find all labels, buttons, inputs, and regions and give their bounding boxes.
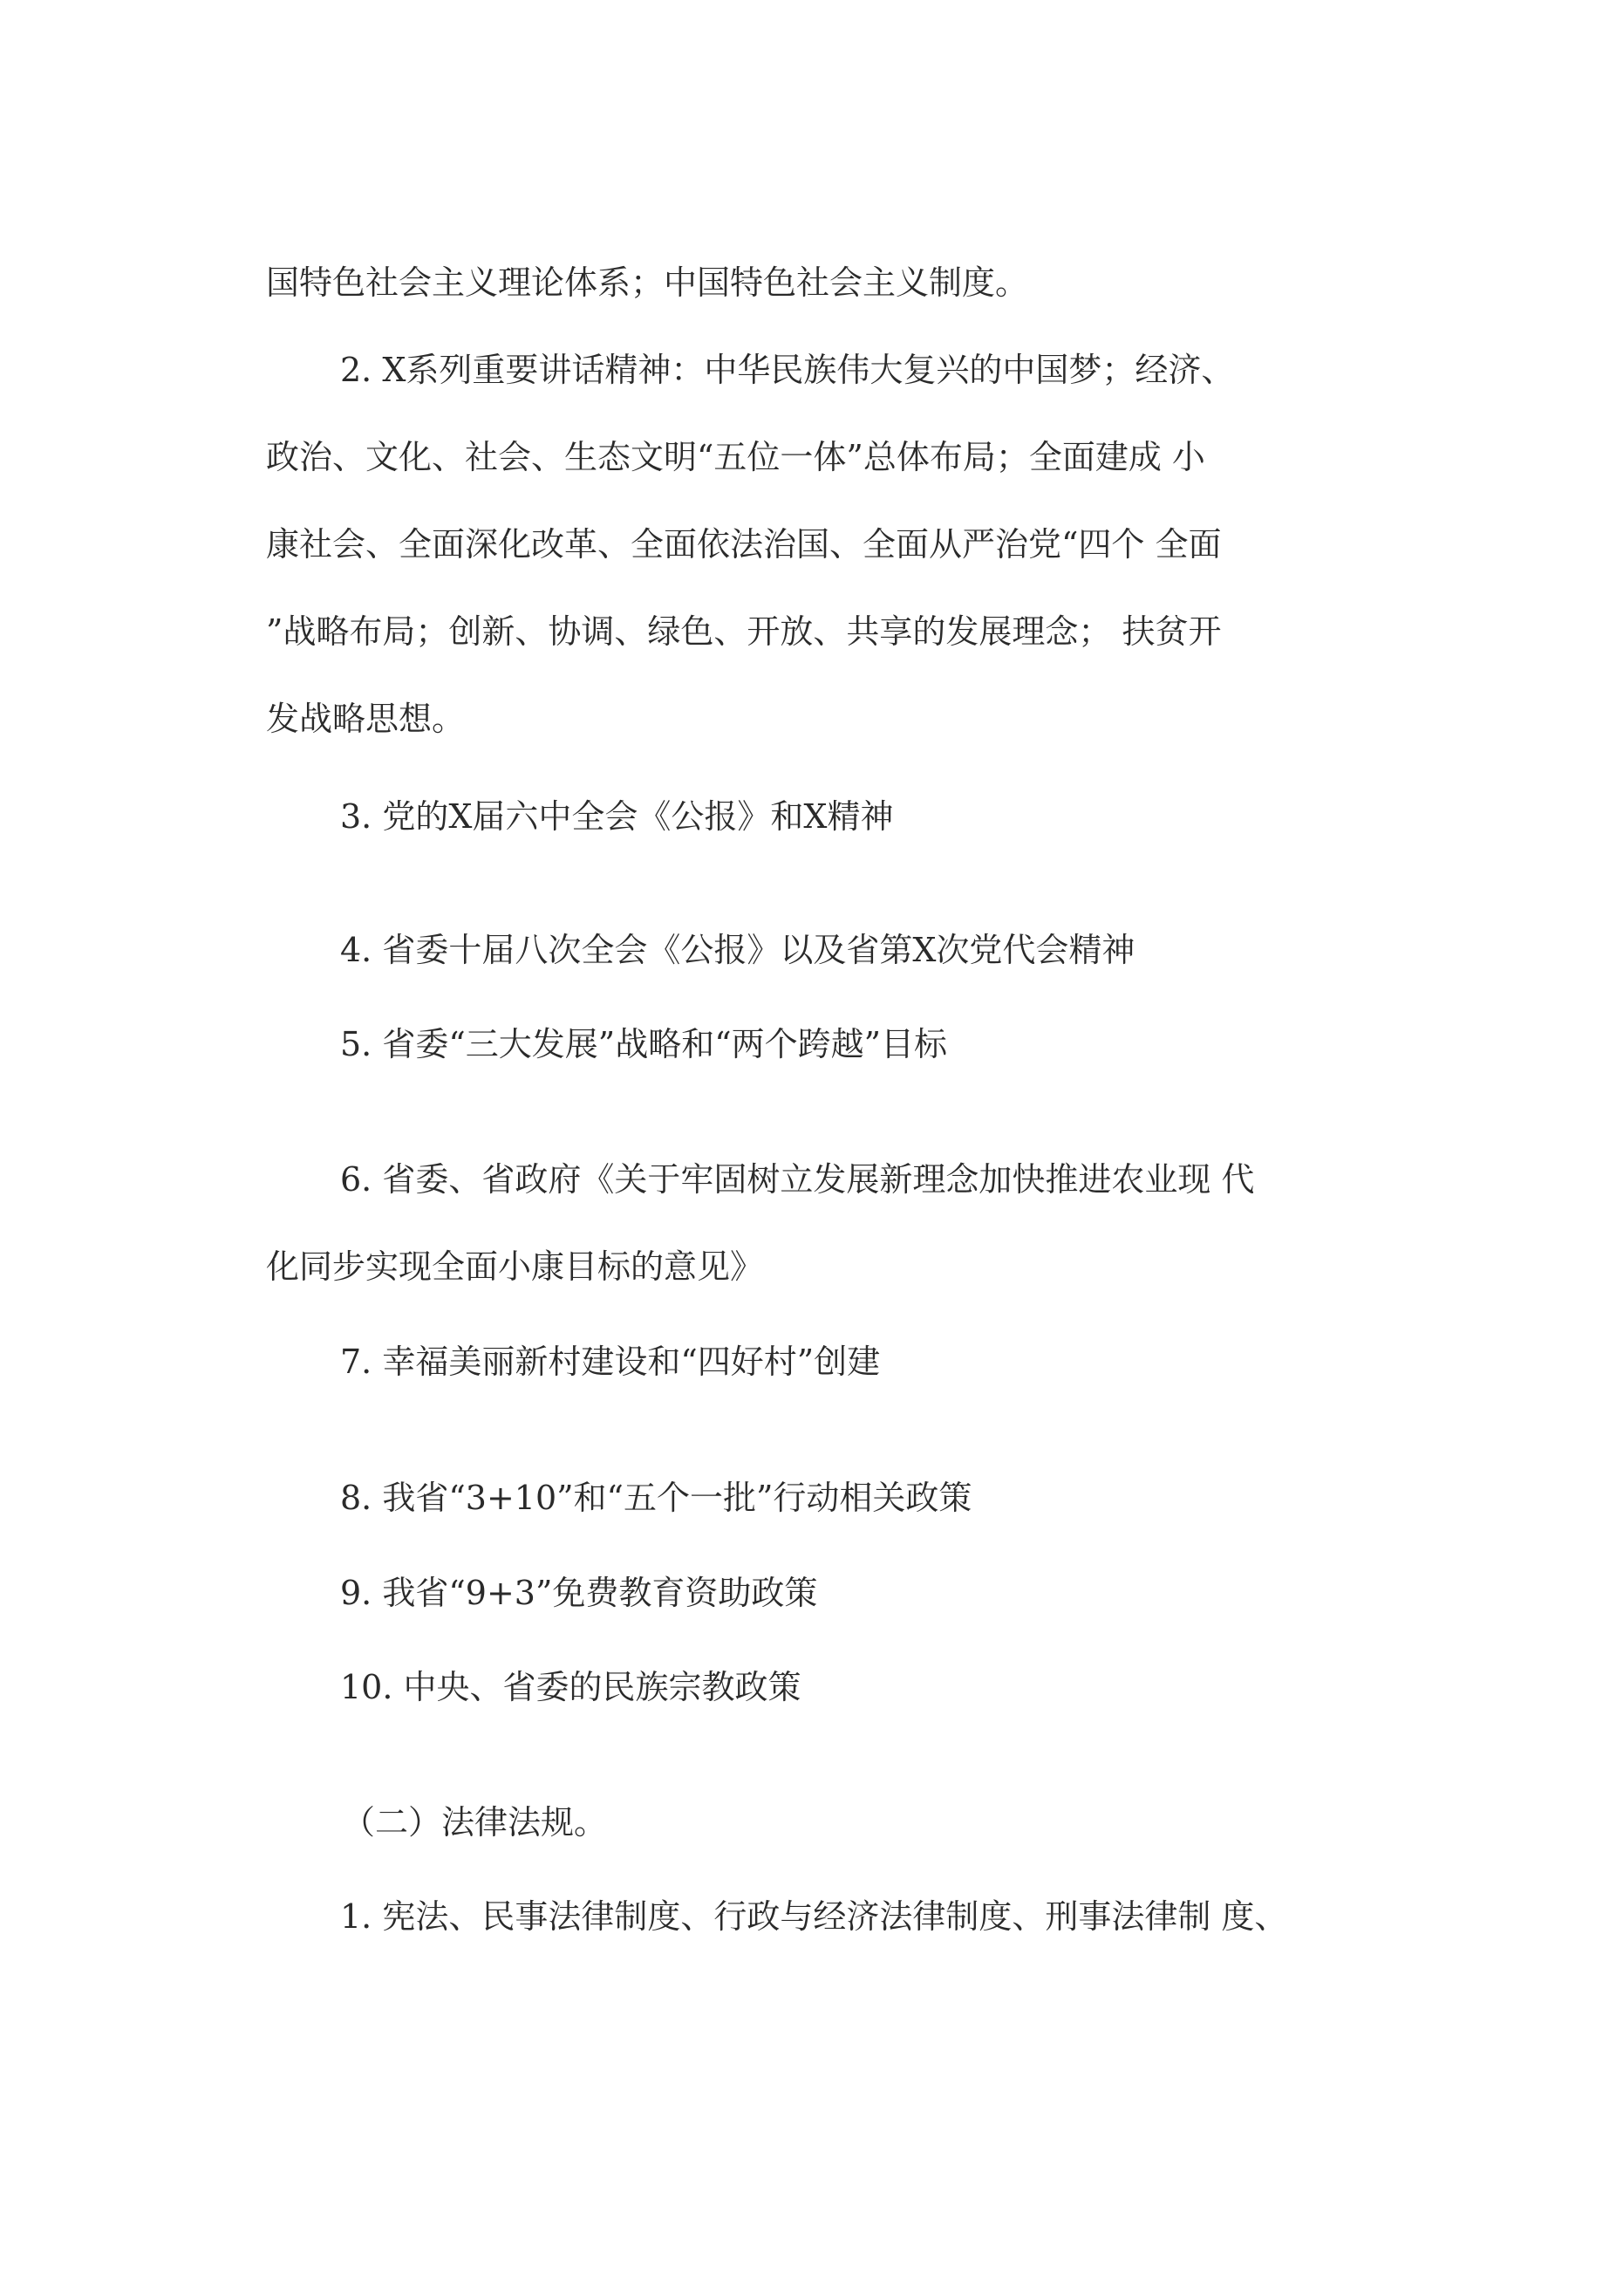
list-item-1: 1. 宪法、民事法律制度、行政与经济法律制度、刑事法律制 度、 bbox=[340, 1897, 1288, 1936]
text-line: 化同步实现全面小康目标的意见》 bbox=[266, 1247, 764, 1286]
list-item-4: 4. 省委十届八次全会《公报》以及省第X次党代会精神 bbox=[340, 931, 1135, 969]
text-line: 康社会、全面深化改革、全面依法治国、全面从严治党“四个 全面 bbox=[266, 525, 1222, 564]
list-item-8: 8. 我省“3+10”和“五个一批”行动相关政策 bbox=[340, 1479, 972, 1517]
list-item-9: 9. 我省“9+3”免费教育资助政策 bbox=[340, 1574, 818, 1612]
list-item-5: 5. 省委“三大发展”战略和“两个跨越”目标 bbox=[340, 1025, 948, 1063]
text-line: 国特色社会主义理论体系；中国特色社会主义制度。 bbox=[266, 263, 1029, 302]
list-item-7: 7. 幸福美丽新村建设和“四好村”创建 bbox=[340, 1343, 881, 1381]
list-item-10: 10. 中央、省委的民族宗教政策 bbox=[340, 1668, 801, 1706]
section-heading: （二）法律法规。 bbox=[342, 1803, 608, 1842]
list-item-2: 2. X系列重要讲话精神：中华民族伟大复兴的中国梦；经济、 bbox=[340, 351, 1235, 389]
text-line: 政治、文化、社会、生态文明“五位一体”总体布局；全面建成 小 bbox=[266, 438, 1205, 476]
text-line: 发战略思想。 bbox=[266, 700, 466, 738]
text-line: ”战略布局；创新、协调、绿色、开放、共享的发展理念； 扶贫开 bbox=[266, 612, 1222, 651]
list-item-6: 6. 省委、省政府《关于牢固树立发展新理念加快推进农业现 代 bbox=[340, 1160, 1255, 1199]
list-item-3: 3. 党的X届六中全会《公报》和X精神 bbox=[340, 797, 894, 836]
